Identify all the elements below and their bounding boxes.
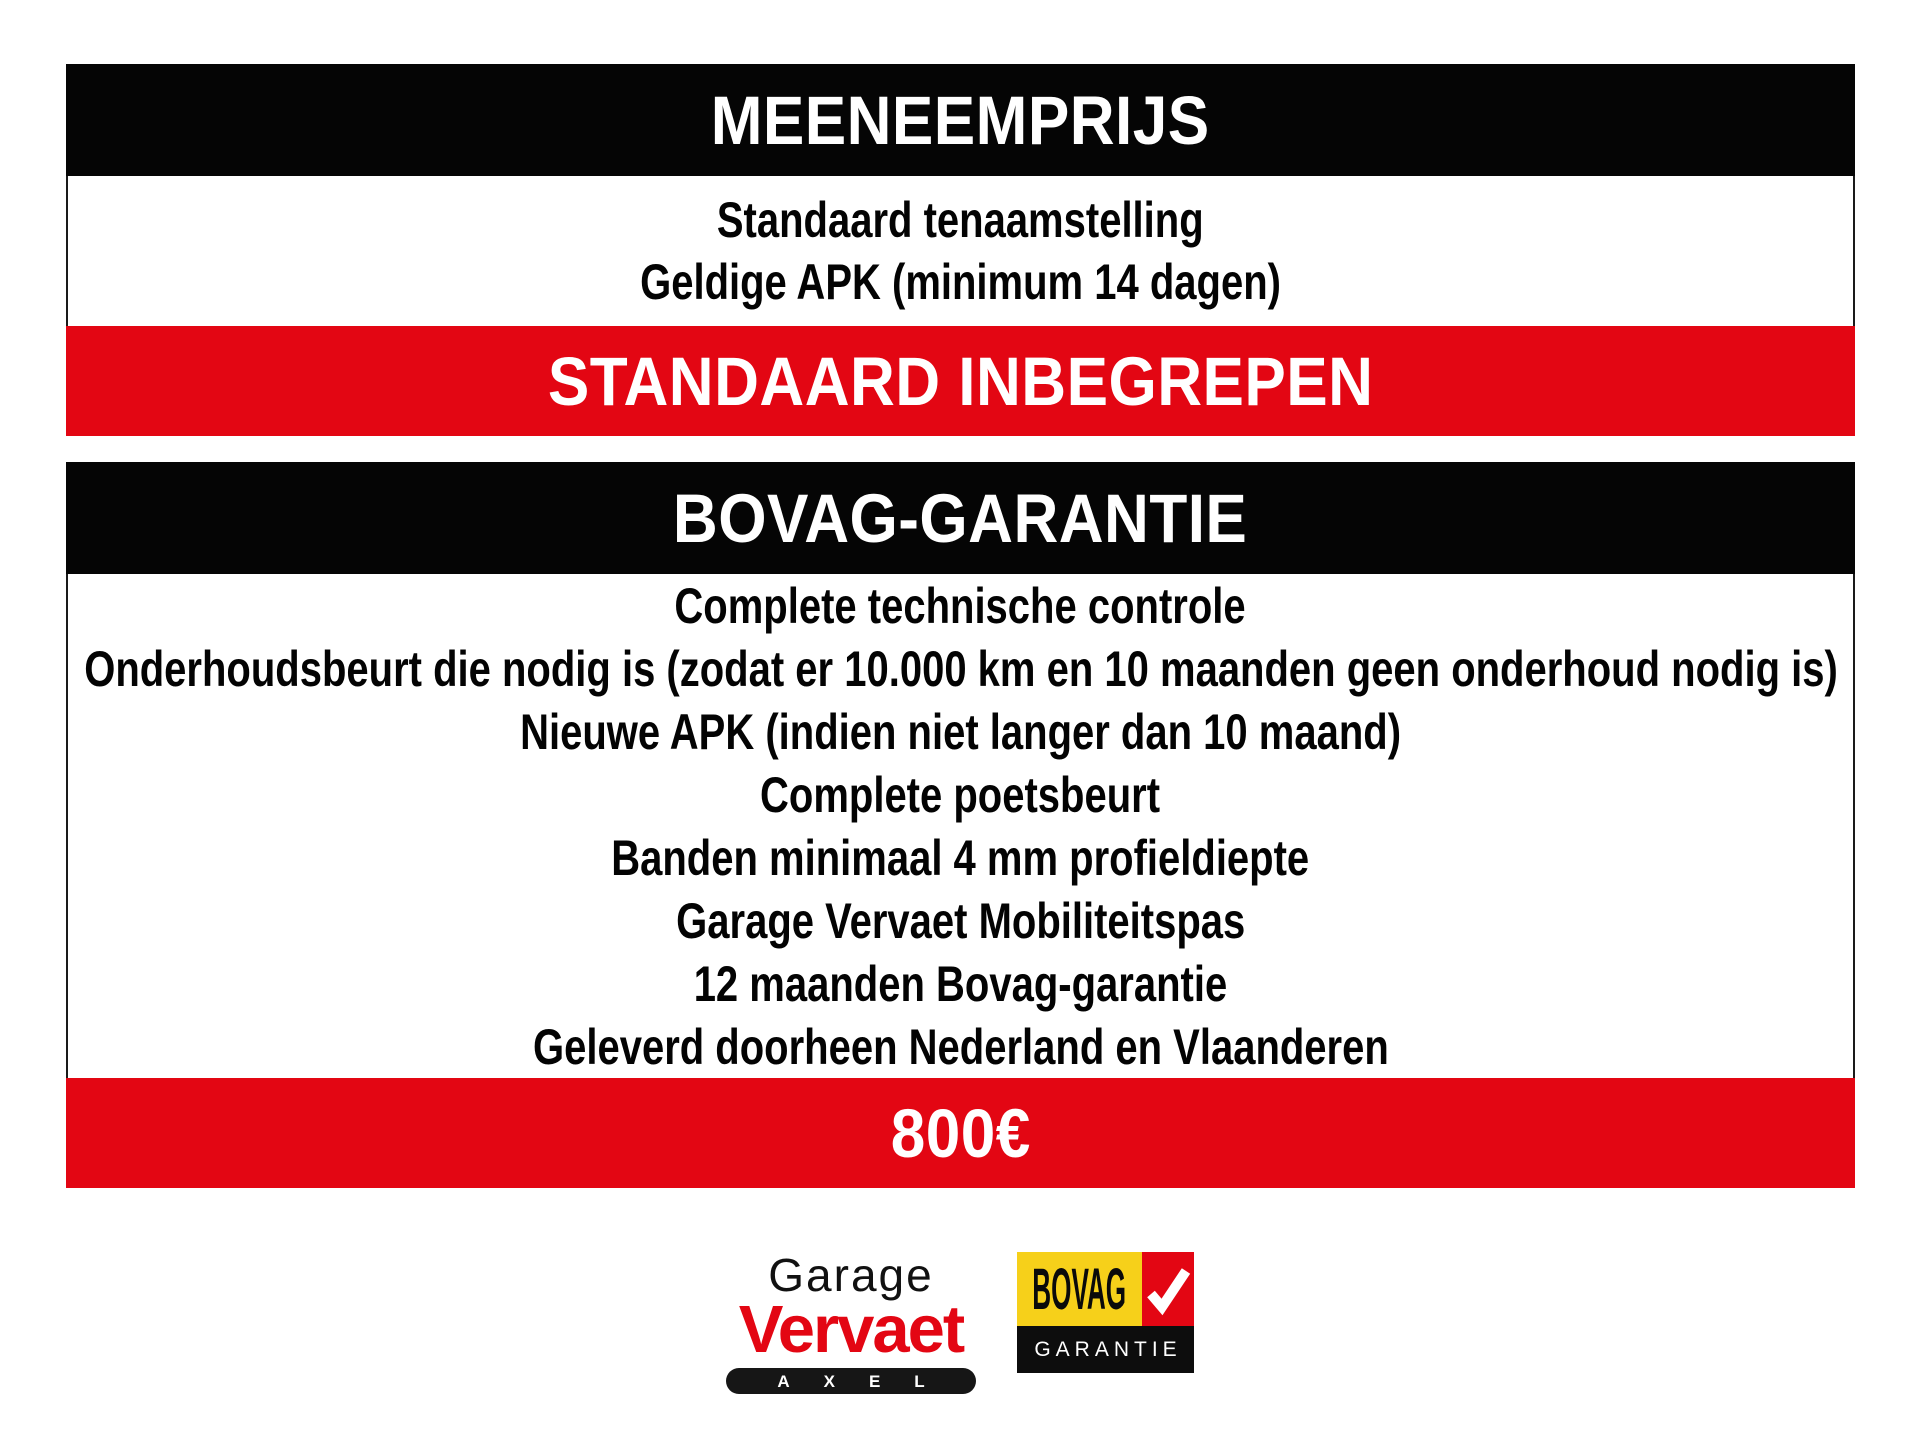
- bovag-logo-top: [1017, 1252, 1194, 1326]
- standaard-inbegrepen-banner: [66, 326, 1855, 436]
- bovag-garantie-header: [66, 462, 1855, 574]
- list-item: [68, 763, 1853, 826]
- price-label: 800€: [890, 1094, 1031, 1172]
- list-item: [68, 826, 1853, 889]
- bovag-name-label: BOVAG: [1032, 1256, 1127, 1322]
- list-item-text: Onderhoudsbeurt die nodig is (zodat er 10.000 km en 10 maanden geen onderhoud nodig is): [83, 640, 1838, 697]
- list-item-text: Complete technische controle: [674, 577, 1247, 634]
- list-item: [68, 700, 1853, 763]
- bovag-garantie-body: [66, 574, 1855, 1078]
- bovag-garantie-bar: [1017, 1326, 1194, 1373]
- bovag-garantie-label: GARANTIE: [1034, 1338, 1182, 1361]
- list-item: [68, 1015, 1853, 1078]
- list-item: [68, 251, 1853, 313]
- list-item-text: 12 maanden Bovag-garantie: [693, 955, 1228, 1012]
- bovag-garantie-panel: [66, 462, 1855, 1188]
- axel-badge: [726, 1368, 976, 1394]
- list-item: [68, 637, 1853, 700]
- list-item-text: Banden minimaal 4 mm profieldiepte: [611, 829, 1310, 886]
- list-item-text: Garage Vervaet Mobiliteitspas: [675, 892, 1246, 949]
- standaard-inbegrepen-label: STANDAARD INBEGREPEN: [547, 342, 1374, 420]
- meeneemprijs-title: MEENEEMPRIJS: [711, 81, 1210, 159]
- bovag-garantie-title: BOVAG-GARANTIE: [673, 479, 1248, 557]
- bovag-garantie-logo: [1017, 1252, 1194, 1373]
- list-item-text: Geldige APK (minimum 14 dagen): [640, 254, 1281, 310]
- list-item: [68, 952, 1853, 1015]
- meeneemprijs-panel: [66, 64, 1855, 436]
- panel-gap: [66, 436, 1855, 462]
- price-poster: [66, 64, 1855, 1188]
- meeneemprijs-body: [66, 176, 1855, 326]
- list-item-text: Standaard tenaamstelling: [717, 192, 1204, 248]
- price-banner: [66, 1078, 1855, 1188]
- bovag-red-box: [1142, 1252, 1194, 1326]
- list-item: [68, 574, 1853, 637]
- list-item: [68, 189, 1853, 251]
- garage-vervaet-logo: [726, 1246, 976, 1394]
- meeneemprijs-header: [66, 64, 1855, 176]
- garage-vervaet-top-label: Garage: [768, 1249, 934, 1301]
- checkmark-icon: [1145, 1256, 1191, 1322]
- bovag-yellow-box: [1017, 1252, 1142, 1326]
- list-item: [68, 889, 1853, 952]
- garage-vervaet-name-label: Vervaet: [738, 1292, 964, 1367]
- axel-badge-label: AXEL: [777, 1371, 959, 1391]
- footer-logos: [0, 1246, 1920, 1394]
- list-item-text: Complete poetsbeurt: [760, 766, 1161, 823]
- list-item-text: Nieuwe APK (indien niet langer dan 10 maand): [520, 703, 1401, 760]
- list-item-text: Geleverd doorheen Nederland en Vlaanderen: [532, 1018, 1389, 1075]
